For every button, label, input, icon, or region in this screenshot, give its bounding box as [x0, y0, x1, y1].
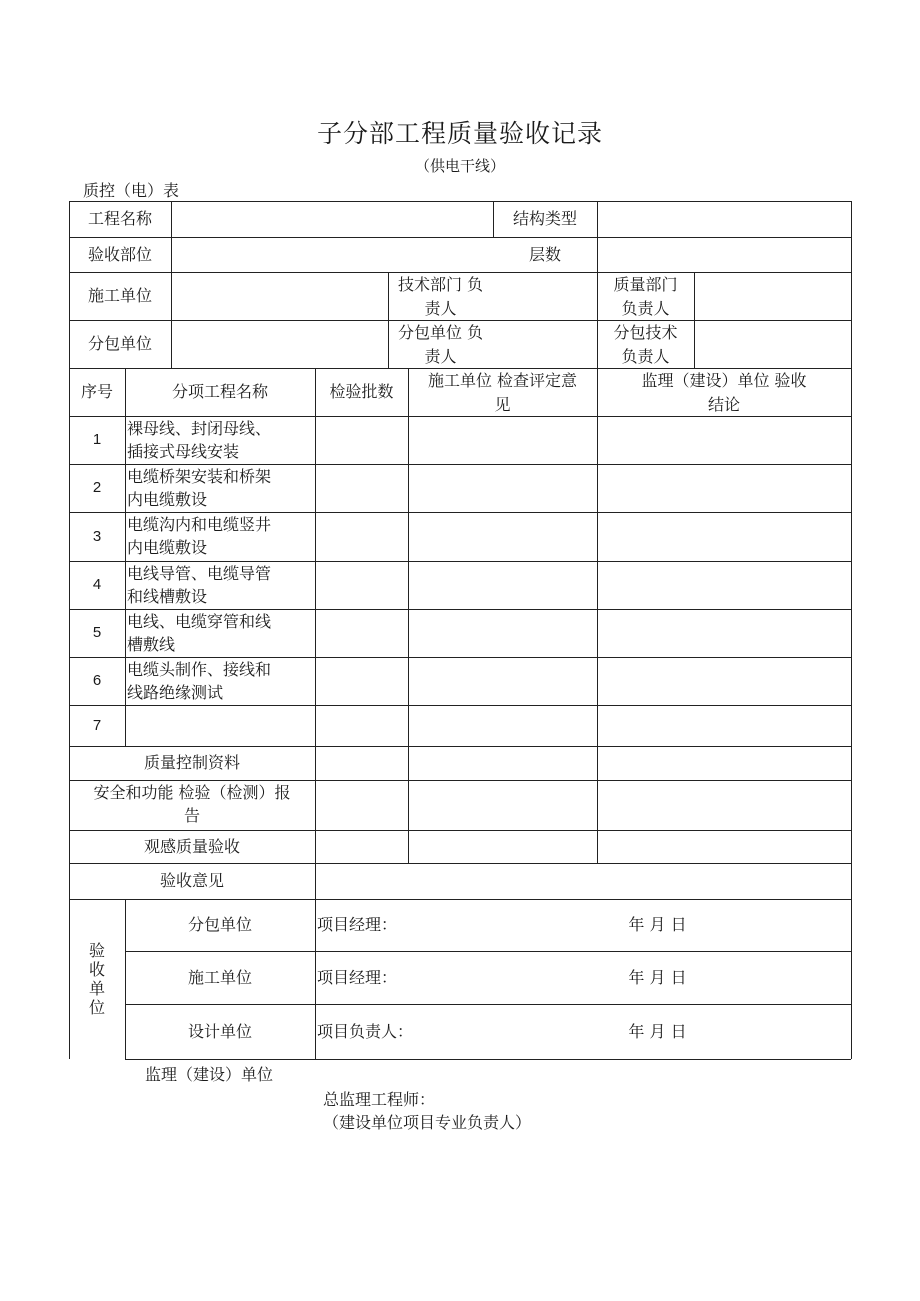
item-row-no: 1 [92, 431, 102, 448]
item-row-eval[interactable] [408, 464, 597, 512]
acceptance-person-label: 项目经理： [317, 915, 398, 934]
item-row-batch-count[interactable] [315, 512, 408, 561]
acceptance-person-label: 项目经理： [317, 967, 398, 987]
acceptance-date-label: 年 月 日 [628, 1021, 687, 1041]
item-row-batch-count[interactable] [315, 416, 408, 464]
acceptance-group-char: 单 [88, 979, 105, 998]
quality-dept-head-label-1: 质量部门 [613, 275, 678, 294]
col-header-item-name: 分项工程名称 [171, 382, 268, 401]
item-row-eval[interactable] [408, 705, 597, 746]
item-row-name-line1: 电缆沟内和电缆竖井 [127, 514, 272, 534]
page-subtitle: （供电干线） [414, 157, 505, 175]
sub-tech-head-label-2: 负责人 [621, 347, 670, 366]
item-row-supervisor[interactable] [597, 464, 851, 512]
safety-function-label-2: 告 [183, 806, 200, 825]
col-header-no: 序号 [80, 382, 113, 401]
item-row-supervisor[interactable] [597, 657, 851, 705]
safety-function-batch[interactable] [315, 780, 408, 830]
item-row-name-line1: 裸母线、封闭母线、 [127, 418, 272, 438]
item-row-batch-count[interactable] [315, 705, 408, 746]
project-name-value[interactable] [171, 201, 493, 237]
acceptance-person-label: 项目负责人： [317, 1021, 414, 1041]
col-header-supervisor-2: 结论 [707, 395, 740, 414]
quality-control-supervisor[interactable] [597, 746, 851, 780]
item-row-name-line1: 电线导管、电缆导管 [127, 563, 272, 583]
construction-unit-label: 施工单位 [87, 286, 152, 305]
item-row-name-line2: 和线槽敷设 [127, 586, 208, 606]
project-name-label: 工程名称 [87, 209, 152, 228]
footer-supervisor-unit: 监理（建设）单位 [145, 1065, 274, 1084]
item-row-eval[interactable] [408, 512, 597, 561]
footer-owner-note: （建设单位项目专业负责人） [323, 1113, 532, 1132]
item-row-supervisor[interactable] [597, 609, 851, 657]
col-header-batch-count: 检验批数 [329, 382, 394, 401]
tech-dept-head-label-2: 责人 [424, 299, 457, 318]
acceptance-part-label: 验收部位 [87, 244, 152, 264]
appearance-eval[interactable] [408, 830, 597, 863]
item-row-no: 7 [92, 716, 102, 734]
structure-type-label: 结构类型 [512, 209, 577, 228]
item-row-batch-count[interactable] [315, 657, 408, 705]
item-row-eval[interactable] [408, 657, 597, 705]
item-row-batch-count[interactable] [315, 464, 408, 512]
item-row-name-line2: 内电缆敷设 [127, 537, 208, 557]
subcontract-unit-label: 分包单位 [87, 334, 152, 353]
item-row-no: 2 [92, 479, 102, 496]
item-row-no: 4 [92, 576, 102, 593]
form-code: 质控（电）表 [83, 181, 180, 200]
item-row-eval[interactable] [408, 561, 597, 609]
col-header-eval-1: 施工单位 检查评定意 [427, 371, 578, 390]
item-row-name-line2: 插接式母线安装 [127, 441, 240, 461]
item-row-name-line2: 槽敷线 [127, 634, 176, 654]
quality-control-batch[interactable] [315, 746, 408, 780]
appearance-label: 观感质量验收 [143, 836, 240, 856]
item-row-name-line1: 电线、电缆穿管和线 [127, 611, 272, 631]
item-row-supervisor[interactable] [597, 512, 851, 561]
col-header-eval-2: 见 [494, 395, 511, 414]
item-row-name-line2: 线路绝缘测试 [127, 682, 224, 702]
table-vline [851, 201, 852, 1059]
floors-label: 层数 [528, 244, 561, 264]
acceptance-group-char: 收 [88, 960, 105, 979]
col-header-supervisor-1: 监理（建设）单位 验收 [641, 371, 807, 390]
acceptance-part-value[interactable] [171, 237, 493, 272]
table-hline [125, 1059, 851, 1060]
item-row-no: 6 [92, 672, 102, 689]
structure-type-value[interactable] [597, 201, 851, 237]
sub-unit-head-label-1: 分包单位 负 [397, 323, 484, 342]
sub-unit-head-value[interactable] [493, 320, 597, 368]
sub-tech-head-value[interactable] [694, 320, 851, 368]
item-row-name-line1: 电缆桥架安装和桥架 [127, 466, 272, 486]
construction-unit-value[interactable] [171, 272, 388, 320]
safety-function-label-1: 安全和功能 检验（检测）报 [93, 783, 291, 802]
item-row-eval[interactable] [408, 609, 597, 657]
tech-dept-head-label-1: 技术部门 负 [397, 275, 484, 294]
acceptance-unit-label: 设计单位 [187, 1021, 252, 1041]
acceptance-unit-label: 施工单位 [187, 967, 252, 987]
item-row-name-line2: 内电缆敷设 [127, 489, 208, 509]
acceptance-opinion-label: 验收意见 [159, 871, 224, 890]
tech-dept-head-value[interactable] [493, 272, 597, 320]
appearance-batch[interactable] [315, 830, 408, 863]
item-row-eval[interactable] [408, 416, 597, 464]
page-title: 子分部工程质量验收记录 [316, 119, 603, 148]
acceptance-unit-label: 分包单位 [187, 915, 252, 934]
item-row-supervisor[interactable] [597, 416, 851, 464]
item-row-no: 3 [92, 527, 102, 545]
quality-dept-head-label-2: 负责人 [621, 299, 670, 318]
item-row-batch-count[interactable] [315, 561, 408, 609]
table-vline [125, 368, 126, 746]
acceptance-date-label: 年 月 日 [628, 915, 687, 934]
safety-function-eval[interactable] [408, 780, 597, 830]
appearance-supervisor[interactable] [597, 830, 851, 863]
quality-dept-head-value[interactable] [694, 272, 851, 320]
item-row-supervisor[interactable] [597, 705, 851, 746]
acceptance-date-label: 年 月 日 [628, 967, 687, 987]
item-row-batch-count[interactable] [315, 609, 408, 657]
sub-unit-head-label-2: 责人 [424, 347, 457, 366]
quality-control-label: 质量控制资料 [143, 753, 240, 772]
item-row-supervisor[interactable] [597, 561, 851, 609]
footer-chief-engineer: 总监理工程师： [323, 1090, 436, 1109]
sub-tech-head-label-1: 分包技术 [613, 323, 678, 342]
acceptance-group-char: 位 [88, 998, 105, 1017]
acceptance-group-char: 验 [88, 941, 105, 960]
acceptance-opinion-value[interactable] [315, 863, 851, 899]
item-row-no: 5 [92, 624, 102, 641]
item-row-name[interactable] [125, 705, 315, 746]
safety-function-supervisor[interactable] [597, 780, 851, 830]
floors-value[interactable] [597, 237, 851, 272]
item-row-name-line1: 电缆头制作、接线和 [127, 659, 272, 679]
quality-control-eval[interactable] [408, 746, 597, 780]
subcontract-unit-value[interactable] [171, 320, 388, 368]
